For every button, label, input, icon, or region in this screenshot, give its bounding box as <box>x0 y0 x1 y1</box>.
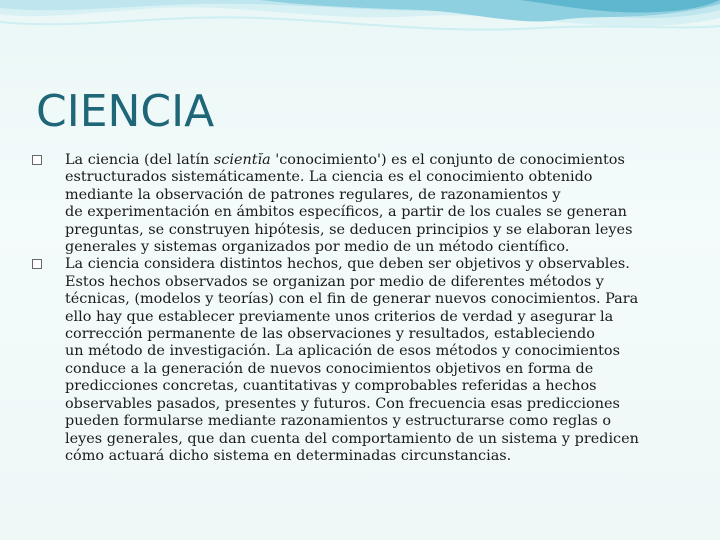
paragraph-2-line-12: cómo actuará dicho sistema en determinadas circunstancias. <box>65 447 512 464</box>
latin-term: scientĭa <box>213 152 271 168</box>
paragraph-1-line-4: de experimentación en ámbitos específicos, a partir de los cuales se generan <box>65 204 627 221</box>
paragraph-2-line-4: ello hay que establecer previamente unos criterios de verdad y asegurar la <box>65 308 614 325</box>
paragraph-1-line-3: mediante la observación de patrones regulares, de razonamientos y <box>65 186 561 203</box>
paragraph-2-line-1: La ciencia considera distintos hechos, que deben ser objetivos y observables. <box>65 256 630 273</box>
paragraph-2-line-2: Estos hechos observados se organizan por medio de diferentes métodos y <box>65 273 604 290</box>
square-bullet-icon <box>32 155 42 165</box>
paragraph-2 <box>32 256 682 465</box>
paragraph-1-line-1: La ciencia (del latín scientĭa 'conocimiento') es el conjunto de conocimientos <box>65 152 625 168</box>
slide-title: CIENCIA <box>36 86 215 137</box>
header-wave-decoration <box>0 0 720 70</box>
paragraph-2-line-8: predicciones concretas, cuantitativas y comprobables referidas a hechos <box>65 378 597 395</box>
paragraph-2-line-6: un método de investigación. La aplicación de esos métodos y conocimientos <box>65 343 620 360</box>
paragraph-2-line-9: observables pasados, presentes y futuros. Con frecuencia esas predicciones <box>65 395 620 412</box>
paragraph-2-line-7: conduce a la generación de nuevos conocimientos objetivos en forma de <box>65 360 594 377</box>
paragraph-1-line-5: preguntas, se construyen hipótesis, se deducen principios y se elaboran leyes <box>65 221 633 238</box>
paragraph-2-line-3: técnicas, (modelos y teorías) con el fin de generar nuevos conocimientos. Para <box>65 291 639 308</box>
square-bullet-icon <box>32 259 42 269</box>
paragraph-1 <box>32 152 682 256</box>
paragraph-1-line-6: generales y sistemas organizados por medio de un método científico. <box>65 239 570 256</box>
paragraph-1-line-2: estructurados sistemáticamente. La ciencia es el conocimiento obtenido <box>65 169 593 186</box>
paragraph-2-line-10: pueden formularse mediante razonamientos y estructurarse como reglas o <box>65 413 612 430</box>
paragraph-2-line-5: corrección permanente de las observaciones y resultados, estableciendo <box>65 326 595 343</box>
paragraph-2-line-11: leyes generales, que dan cuenta del comportamiento de un sistema y predicen <box>65 430 639 447</box>
slide-body <box>32 152 682 465</box>
